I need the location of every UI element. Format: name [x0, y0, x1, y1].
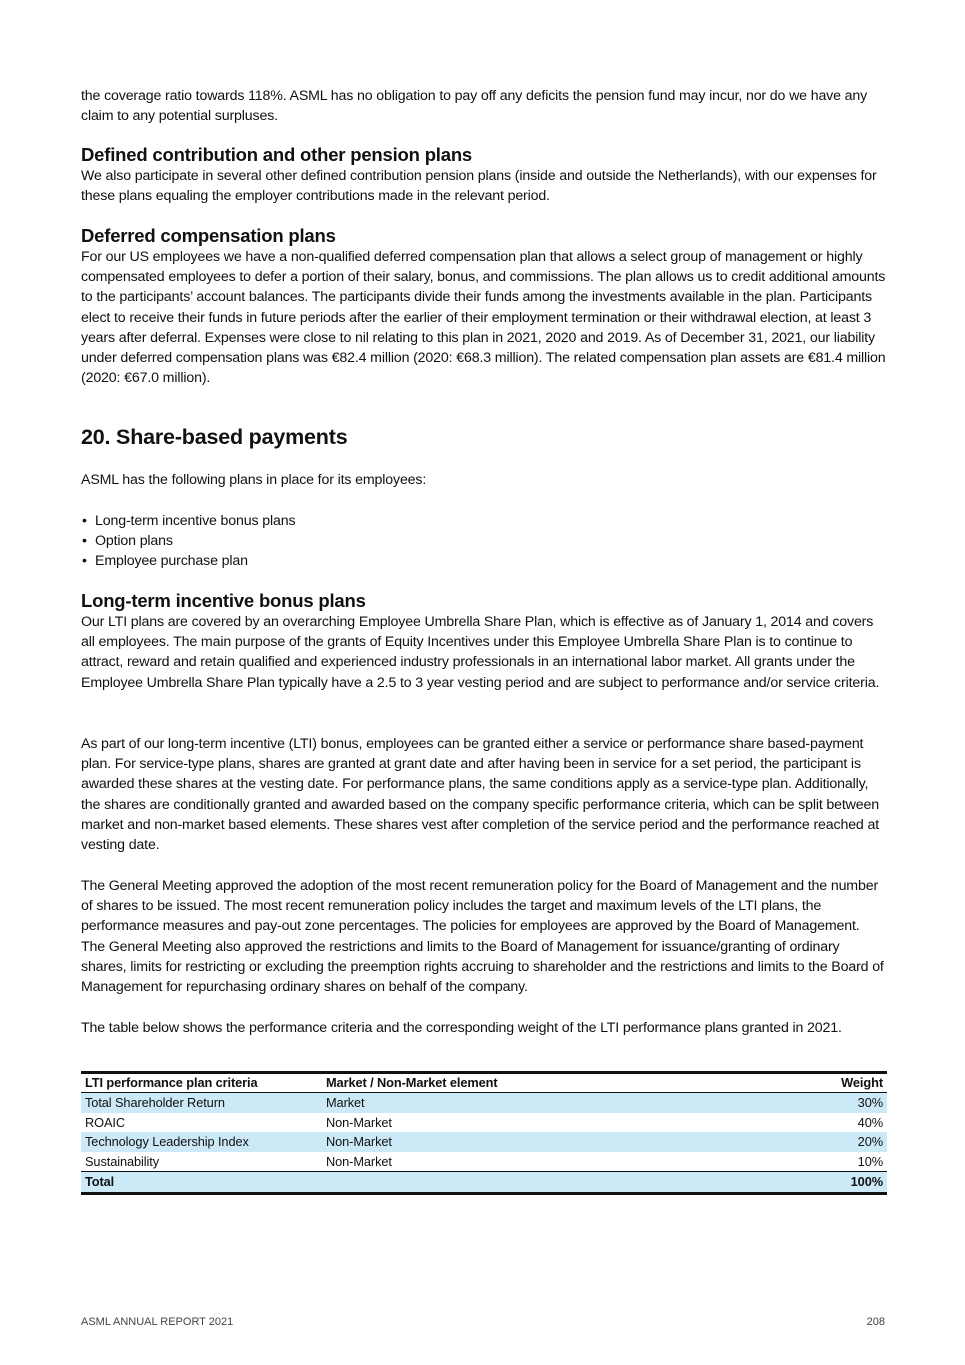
cell-total-element: [322, 1172, 730, 1194]
plans-list: [81, 511, 887, 572]
cell-total-weight: 100%: [850, 1174, 883, 1190]
plans-intro: [81, 470, 887, 490]
column-header-element: Market / Non-Market element: [326, 1075, 498, 1090]
bullet-icon: •: [82, 553, 87, 570]
lti-paragraph-block-3: [81, 876, 887, 997]
cell-element: Non-Market: [326, 1134, 392, 1150]
cell-total-label: Total: [85, 1174, 115, 1190]
footer-report-title: ASML ANNUAL REPORT 2021: [81, 1316, 234, 1328]
section-heading: 20. Share-based payments: [81, 425, 348, 449]
deferred-compensation-section: [81, 225, 887, 388]
lti-paragraph-block-2: [81, 734, 887, 855]
share-based-payments-section: [81, 424, 887, 450]
list-item-label: Option plans: [95, 533, 173, 550]
deferred-compensation-heading: Deferred compensation plans: [81, 225, 336, 246]
lti-paragraph-block-4: [81, 1018, 887, 1038]
table-row: [81, 1113, 887, 1133]
cell-criteria: Total Shareholder Return: [85, 1095, 225, 1110]
table-row: [81, 1132, 887, 1152]
defined-contribution-heading: Defined contribution and other pension plans: [81, 144, 473, 165]
intro-paragraph: the coverage ratio towards 118%. ASML has no obligation to pay off any deficits the pension fund may incur, nor do we have any claim to any potential surpluses.: [81, 88, 868, 125]
deferred-compensation-paragraph: For our US employees we have a non-qualified deferred compensation plan that allows a select group of management or highly compensated employees to defer a portion of their salary, bonus, and commissions. The plan allows us to credit additional amounts to the participants’ account balances. The participants divide their funds among the investments available in the plan. Participants elect to receive their funds in future periods after the earlier of their employment termination or their withdrawal election, at least 3 years after deferral. Expenses were close to nil relating to this plan in 2021, 2020 and 2019. As of December 31, 2021, our liability under deferred compensation plans was €82.4 million (2020: €68.3 million). The related compensation plan assets are €81.4 million (2020: €67.0 million).: [81, 249, 886, 387]
intro-section: [81, 86, 887, 126]
cell-weight: 40%: [857, 1114, 883, 1130]
bullet-icon: •: [82, 533, 87, 550]
table-row: [81, 1093, 887, 1113]
lti-criteria-table: [81, 1071, 887, 1195]
defined-contribution-paragraph: We also participate in several other defined contribution pension plans (inside and outside the Netherlands), with our expenses for these plans equaling the employer contributions made in the relevant period.: [81, 168, 877, 205]
lti-table-container: [81, 1071, 887, 1195]
column-header-criteria: LTI performance plan criteria: [85, 1075, 258, 1090]
lti-paragraph-1: Our LTI plans are covered by an overarching Employee Umbrella Share Plan, which is effective as of January 1, 2014 and covers all employees. The main purpose of the grants of Equity Incentives under this Employee Umbrella Share Plan is to continue to attract, reward and retain qualified and experienced industry professionals in an international labor market. All grants under the Employee Umbrella Share Plan typically have a 2.5 to 3 year vesting period and are subject to performance and/or service criteria.: [81, 614, 880, 691]
plans-intro-paragraph: ASML has the following plans in place for its employees:: [81, 472, 427, 488]
cell-weight: 20%: [857, 1134, 883, 1150]
cell-element: Market: [326, 1095, 365, 1110]
list-item: [81, 511, 887, 531]
list-item: [81, 551, 887, 571]
column-header-weight: Weight: [841, 1075, 883, 1090]
defined-contribution-section: [81, 144, 887, 206]
lti-section: [81, 590, 887, 693]
lti-paragraph-3: The General Meeting approved the adoption of the most recent remuneration policy for the Board of Management and the number of shares to be issued. The most recent remuneration policy includes the target and maximum levels of the LTI plans, the performance measures and pay-out zone percentages. The policies for employees are approved by the Board of Management. The General Meeting also approved the restrictions and limits to the Board of Management for issuance/granting of ordinary shares, limits for restricting or excluding the preemption rights accruing to shareholder and the restrictions and limits to the Board of Management for repurchasing ordinary shares on behalf of the company.: [81, 878, 884, 996]
list-item: [81, 531, 887, 551]
table-row: [81, 1152, 887, 1172]
cell-element: Non-Market: [326, 1153, 392, 1169]
lti-heading: Long-term incentive bonus plans: [81, 590, 366, 611]
cell-element: Non-Market: [326, 1114, 392, 1130]
lti-paragraph-4: The table below shows the performance criteria and the corresponding weight of the LTI performance plans granted in 2021.: [81, 1020, 842, 1036]
table-header-row: [81, 1073, 887, 1093]
list-item-label: Employee purchase plan: [95, 553, 248, 570]
table-total-row: [81, 1172, 887, 1194]
cell-criteria: Sustainability: [85, 1153, 160, 1169]
cell-criteria: Technology Leadership Index: [85, 1134, 249, 1150]
lti-paragraph-2: As part of our long-term incentive (LTI) bonus, employees can be granted either a service or performance share based-payment plan. For service-type plans, shares are granted at grant date and after having been in service for a set period, the participant is awarded these shares at the vesting date. For performance plans, the same conditions apply as a service-type plan. Additionally, the shares are conditionally granted and awarded based on the company specific performance criteria, which can be split between market and non-market based elements. These shares vest after completion of the service period and the performance reached at vesting date.: [81, 736, 880, 854]
list-item-label: Long-term incentive bonus plans: [95, 513, 296, 529]
cell-weight: 30%: [857, 1095, 883, 1110]
footer-page-number: 208: [866, 1316, 885, 1328]
plans-bullet-list: [81, 511, 887, 572]
bullet-icon: •: [82, 513, 87, 529]
cell-weight: 10%: [857, 1153, 883, 1169]
cell-criteria: ROAIC: [85, 1114, 126, 1130]
